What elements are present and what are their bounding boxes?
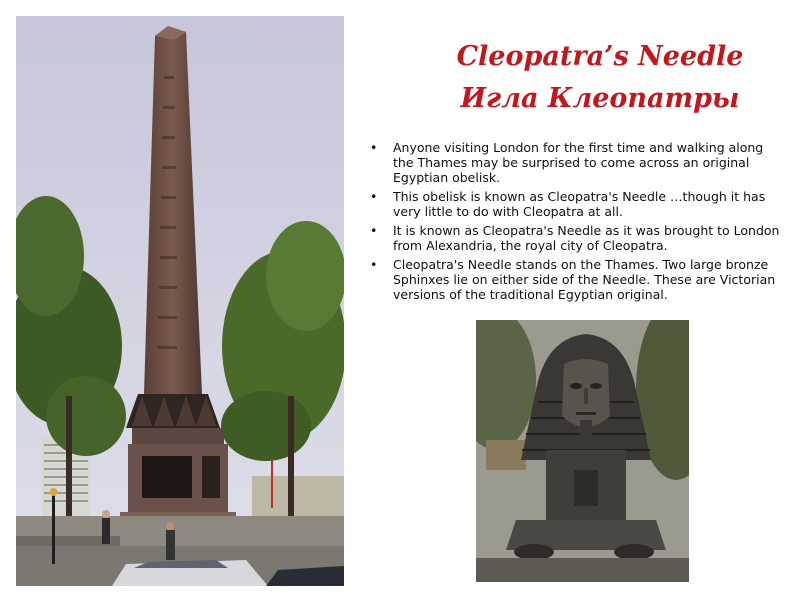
bullet-icon: • bbox=[370, 140, 378, 155]
title-english: Cleopatra’s Needle bbox=[456, 41, 744, 72]
bullet-item bbox=[370, 189, 780, 219]
slide-title bbox=[420, 36, 780, 120]
obelisk-photo bbox=[16, 16, 344, 586]
bullet-item bbox=[370, 223, 780, 253]
title-russian: Игла Клеопатры bbox=[460, 83, 740, 114]
bullet-list bbox=[370, 140, 780, 306]
sphinx-photo bbox=[476, 320, 689, 582]
bullet-text: This obelisk is known as Cleopatra's Needle …though it has very little to do with Cleopatra at all. bbox=[393, 189, 766, 219]
bullet-text: Cleopatra's Needle stands on the Thames. Two large bronze Sphinxes lie on either side of the Needle. These are Victorian versions of the traditional Egyptian original. bbox=[393, 257, 776, 302]
bullet-text: It is known as Cleopatra's Needle as it was brought to London from Alexandria, the royal city of Cleopatra. bbox=[393, 223, 780, 253]
bullet-text: Anyone visiting London for the first time and walking along the Thames may be surprised to come across an original Egyptian obelisk. bbox=[393, 140, 764, 185]
bullet-icon: • bbox=[370, 257, 378, 272]
bullet-item bbox=[370, 257, 780, 302]
bullet-item bbox=[370, 140, 780, 185]
bullet-icon: • bbox=[370, 189, 378, 204]
bullet-icon: • bbox=[370, 223, 378, 238]
